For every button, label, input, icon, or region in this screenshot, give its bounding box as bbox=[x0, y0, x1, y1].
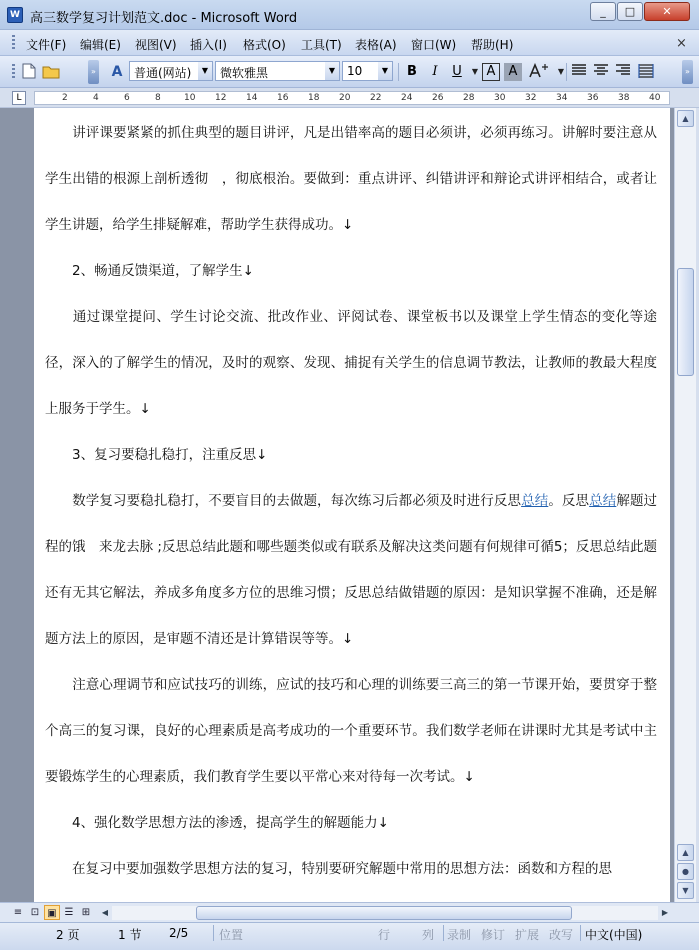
menu-file[interactable]: 文件(F) bbox=[26, 38, 67, 52]
document-paragraph[interactable]: 讲评课要紧紧的抓住典型的题目讲评，凡是出错率高的题目必须讲，必须再练习。讲解时要注意从学生出错的根源上剖析透彻 ，彻底根治。要做到：重点讲评、纠错讲评和辩论式讲评相结合，或者让学生讲题，给学生排疑解难，帮助学生获得成功。↓ bbox=[45, 125, 657, 233]
outline-view-icon[interactable]: ☰ bbox=[64, 907, 74, 918]
ruler-tick: 16 bbox=[277, 93, 289, 103]
maximize-button[interactable]: □ bbox=[617, 2, 643, 21]
ruler-tick: 30 bbox=[494, 93, 506, 103]
tab-selector[interactable]: L bbox=[12, 91, 26, 105]
ruler-tick: 38 bbox=[618, 93, 630, 103]
status-overtype[interactable]: 改写 bbox=[549, 928, 574, 942]
horizontal-ruler bbox=[0, 88, 699, 108]
document-area[interactable] bbox=[0, 108, 674, 902]
status-language[interactable]: 中文(中国) bbox=[585, 928, 643, 942]
styles-pane-icon[interactable]: A bbox=[111, 64, 123, 80]
align-center-icon[interactable] bbox=[592, 63, 610, 81]
style-select[interactable] bbox=[129, 61, 213, 81]
character-shading-button[interactable]: A bbox=[504, 63, 522, 81]
ruler-tick: 18 bbox=[308, 93, 320, 103]
menu-tools[interactable]: 工具(T) bbox=[301, 38, 342, 52]
scroll-right-icon[interactable]: ▶ bbox=[661, 908, 669, 917]
document-paragraph[interactable]: 在复习中要加强数学思想方法的复习，特别要研究解题中常用的思想方法：函数和方程的思 bbox=[45, 861, 612, 877]
menu-insert[interactable]: 插入(I) bbox=[190, 38, 227, 52]
style-select-value: 普通(网站) bbox=[134, 66, 192, 80]
font-size-value: 10 bbox=[347, 64, 363, 78]
toolbar-options-chevron-icon[interactable]: » bbox=[682, 60, 693, 84]
status-page-of: 2/5 bbox=[169, 926, 189, 940]
ruler-strip[interactable] bbox=[34, 91, 670, 105]
font-select[interactable] bbox=[215, 61, 340, 81]
open-folder-icon[interactable] bbox=[42, 63, 60, 81]
minimize-button[interactable]: _ bbox=[590, 2, 616, 21]
document-page[interactable] bbox=[34, 108, 670, 902]
window-title: 高三数学复习计划范文.doc - Microsoft Word bbox=[30, 11, 298, 26]
status-bar bbox=[0, 922, 699, 950]
ruler-tick: 32 bbox=[525, 93, 537, 103]
previous-page-icon[interactable]: ▲ bbox=[677, 844, 694, 861]
ruler-tick: 28 bbox=[463, 93, 475, 103]
status-track-changes[interactable]: 修订 bbox=[481, 928, 506, 942]
ruler-tick: 26 bbox=[432, 93, 444, 103]
chevron-down-icon[interactable]: ▼ bbox=[198, 62, 212, 80]
ruler-tick: 24 bbox=[401, 93, 413, 103]
status-page: 2 页 bbox=[56, 928, 80, 942]
font-size-select[interactable] bbox=[342, 61, 393, 81]
bold-button[interactable]: B bbox=[407, 64, 417, 79]
paragraph-text: 数学复习要稳扎稳打，不要盲目的去做题，每次练习后都必须及时进行反思 bbox=[45, 493, 522, 509]
vertical-scroll-thumb[interactable] bbox=[677, 268, 694, 376]
new-document-icon[interactable] bbox=[20, 63, 38, 81]
normal-view-icon[interactable]: ≡ bbox=[13, 907, 23, 918]
document-paragraph[interactable]: 通过课堂提问、学生讨论交流、批改作业、评阅试卷、课堂板书以及课堂上学生情态的变化等途径，深入的了解学生的情况，及时的观察、发现、捕捉有关学生的信息调节教法，让教师的教最大程度上服务于学生。↓ bbox=[45, 309, 657, 417]
toolbar bbox=[0, 56, 699, 88]
toolbar-separator bbox=[566, 63, 567, 81]
scaling-dropdown-chevron-icon[interactable]: ▼ bbox=[557, 67, 565, 76]
close-document-icon[interactable]: × bbox=[676, 36, 687, 51]
document-heading[interactable]: 4、强化数学思想方法的渗透，提高学生的解题能力↓ bbox=[45, 815, 389, 831]
chevron-down-icon[interactable]: ▼ bbox=[325, 62, 339, 80]
status-extend-selection[interactable]: 扩展 bbox=[515, 928, 540, 942]
ruler-tick: 22 bbox=[370, 93, 382, 103]
ruler-tick: 6 bbox=[124, 93, 130, 103]
align-right-icon[interactable] bbox=[614, 63, 632, 81]
menu-grip-icon[interactable] bbox=[12, 35, 15, 51]
ruler-tick: 40 bbox=[649, 93, 661, 103]
document-paragraph[interactable]: 注意心理调节和应试技巧的训练，应试的技巧和心理的训练要三高三的第一节课开始，要贯穿于整个高三的复习课，良好的心理素质是高考成功的一个重要环节。我们数学老师在讲课时尤其是考试中主要锻炼学生的心理素质，我们教育学生要以平常心来对待每一次考试。↓ bbox=[45, 677, 657, 785]
status-column: 列 bbox=[422, 928, 435, 942]
browse-object-icon[interactable]: ● bbox=[677, 863, 694, 880]
ruler-tick: 14 bbox=[246, 93, 258, 103]
character-scaling-icon[interactable] bbox=[528, 63, 546, 81]
menu-help[interactable]: 帮助(H) bbox=[471, 38, 514, 52]
paragraph-text: 。反思 bbox=[548, 493, 590, 509]
ruler-tick: 4 bbox=[93, 93, 99, 103]
toolbar-options-chevron-icon[interactable]: » bbox=[88, 60, 99, 84]
horizontal-scroll-thumb[interactable] bbox=[196, 906, 572, 920]
menu-table[interactable]: 表格(A) bbox=[355, 38, 397, 52]
ruler-tick: 34 bbox=[556, 93, 568, 103]
status-line: 行 bbox=[378, 928, 391, 942]
ruler-tick: 10 bbox=[184, 93, 196, 103]
word-app-icon[interactable]: W bbox=[7, 7, 23, 23]
ruler-tick: 2 bbox=[62, 93, 68, 103]
ruler-tick: 36 bbox=[587, 93, 599, 103]
toolbar-separator bbox=[398, 63, 399, 81]
menu-format[interactable]: 格式(O) bbox=[243, 38, 286, 52]
font-select-value: 微软雅黑 bbox=[220, 66, 269, 80]
ruler-tick: 8 bbox=[155, 93, 161, 103]
menu-bar bbox=[0, 30, 699, 56]
summary-link[interactable]: 总结 bbox=[521, 493, 549, 509]
web-layout-view-icon[interactable]: ⊡ bbox=[30, 907, 40, 918]
toolbar-grip-icon[interactable] bbox=[12, 64, 15, 80]
character-border-button[interactable]: A bbox=[482, 63, 500, 81]
italic-button[interactable]: I bbox=[432, 64, 438, 79]
underline-dropdown-chevron-icon[interactable]: ▼ bbox=[471, 67, 479, 76]
underline-button[interactable]: U bbox=[452, 64, 462, 79]
ruler-tick: 20 bbox=[339, 93, 351, 103]
paragraph-text: 解题过程的饿 来龙去脉 ;反思总结此题和哪些题类似或有联系及解决这类问题有何规律可循5；反思总结此题还有无其它解法，养成多角度多方位的思维习惯；反思总结做错题的原因：是知识掌握不准确，还是解题方法上的原因，是审题不清还是计算错误等等。↓ bbox=[45, 493, 658, 647]
document-heading[interactable]: 3、复习要稳扎稳打，注重反思↓ bbox=[45, 447, 268, 463]
status-divider bbox=[580, 925, 581, 941]
next-page-icon[interactable]: ▼ bbox=[677, 882, 694, 899]
vertical-scrollbar[interactable] bbox=[674, 108, 696, 902]
menu-edit[interactable]: 编辑(E) bbox=[80, 38, 121, 52]
scroll-left-icon[interactable]: ◀ bbox=[101, 908, 109, 917]
status-record-macro[interactable]: 录制 bbox=[447, 928, 472, 942]
print-layout-view-icon[interactable]: ▣ bbox=[44, 905, 60, 920]
document-paragraph[interactable] bbox=[45, 478, 657, 662]
menu-view[interactable]: 视图(V) bbox=[135, 38, 177, 52]
view-and-scroll-bar bbox=[0, 902, 699, 922]
reading-layout-view-icon[interactable]: ⊞ bbox=[81, 907, 91, 918]
status-position: 位置 bbox=[219, 928, 244, 942]
status-section: 1 节 bbox=[118, 928, 142, 942]
summary-link[interactable]: 总结 bbox=[589, 493, 617, 509]
align-justify-icon[interactable] bbox=[570, 63, 588, 81]
status-divider bbox=[213, 925, 214, 941]
close-button[interactable]: ✕ bbox=[644, 2, 690, 21]
scroll-up-icon[interactable]: ▲ bbox=[677, 110, 694, 127]
ruler-tick: 12 bbox=[215, 93, 227, 103]
distributed-align-icon[interactable] bbox=[637, 63, 655, 81]
chevron-down-icon[interactable]: ▼ bbox=[378, 62, 392, 80]
title-bar bbox=[0, 0, 699, 30]
document-heading[interactable]: 2、畅通反馈渠道，了解学生↓ bbox=[45, 263, 254, 279]
status-divider bbox=[443, 925, 444, 941]
menu-window[interactable]: 窗口(W) bbox=[411, 38, 457, 52]
